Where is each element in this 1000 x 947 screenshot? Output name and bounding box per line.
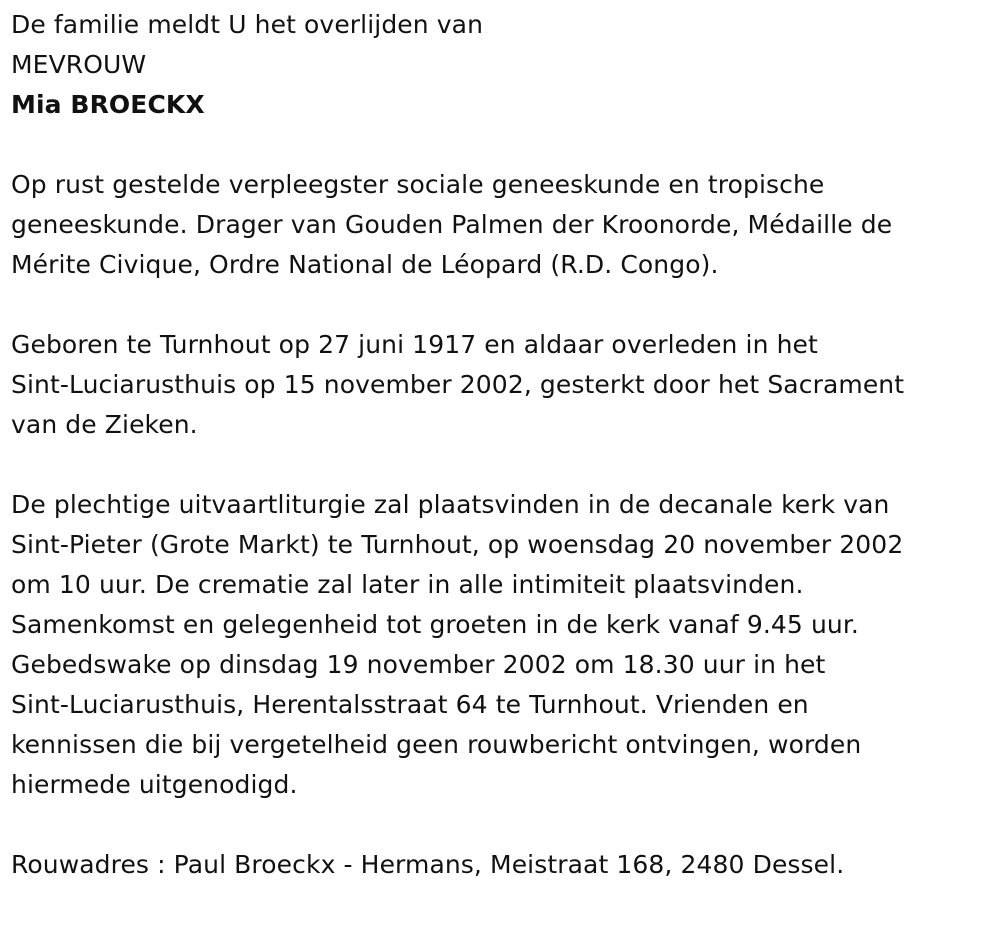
deceased-name: Mia BROECKX <box>11 90 205 119</box>
funeral-line: De plechtige uitvaartliturgie zal plaatsvinden in de decanale kerk van <box>11 490 890 519</box>
funeral-line: Sint-Pieter (Grote Markt) te Turnhout, op woensdag 20 november 2002 <box>11 530 904 559</box>
funeral-line: Sint-Luciarusthuis, Herentalsstraat 64 te Turnhout. Vrienden en <box>11 690 809 719</box>
career-paragraph <box>11 165 986 285</box>
funeral-line: hiermede uitgenodigd. <box>11 770 298 799</box>
funeral-line: Samenkomst en gelegenheid tot groeten in de kerk vanaf 9.45 uur. <box>11 610 859 639</box>
deceased-title: MEVROUW <box>11 50 147 79</box>
career-line: Op rust gestelde verpleegster sociale geneeskunde en tropische <box>11 170 825 199</box>
mourning-address: Rouwadres : Paul Broeckx - Hermans, Meistraat 168, 2480 Dessel. <box>11 850 845 879</box>
funeral-line: Gebedswake op dinsdag 19 november 2002 om 18.30 uur in het <box>11 650 826 679</box>
spacer <box>11 125 986 165</box>
birth-death-paragraph <box>11 325 986 445</box>
funeral-paragraph <box>11 485 986 805</box>
spacer <box>11 285 986 325</box>
birth-death-line: van de Zieken. <box>11 410 198 439</box>
career-line: Mérite Civique, Ordre National de Léopard (R.D. Congo). <box>11 250 719 279</box>
intro-text: De familie meldt U het overlijden van <box>11 10 484 39</box>
funeral-line: kennissen die bij vergetelheid geen rouwbericht ontvingen, worden <box>11 730 862 759</box>
birth-death-line: Geboren te Turnhout op 27 juni 1917 en aldaar overleden in het <box>11 330 818 359</box>
spacer <box>11 445 986 485</box>
birth-death-line: Sint-Luciarusthuis op 15 november 2002, gesterkt door het Sacrament <box>11 370 905 399</box>
obituary-notice <box>11 0 986 885</box>
spacer <box>11 805 986 845</box>
career-line: geneeskunde. Drager van Gouden Palmen der Kroonorde, Médaille de <box>11 210 893 239</box>
funeral-line: om 10 uur. De crematie zal later in alle intimiteit plaatsvinden. <box>11 570 804 599</box>
